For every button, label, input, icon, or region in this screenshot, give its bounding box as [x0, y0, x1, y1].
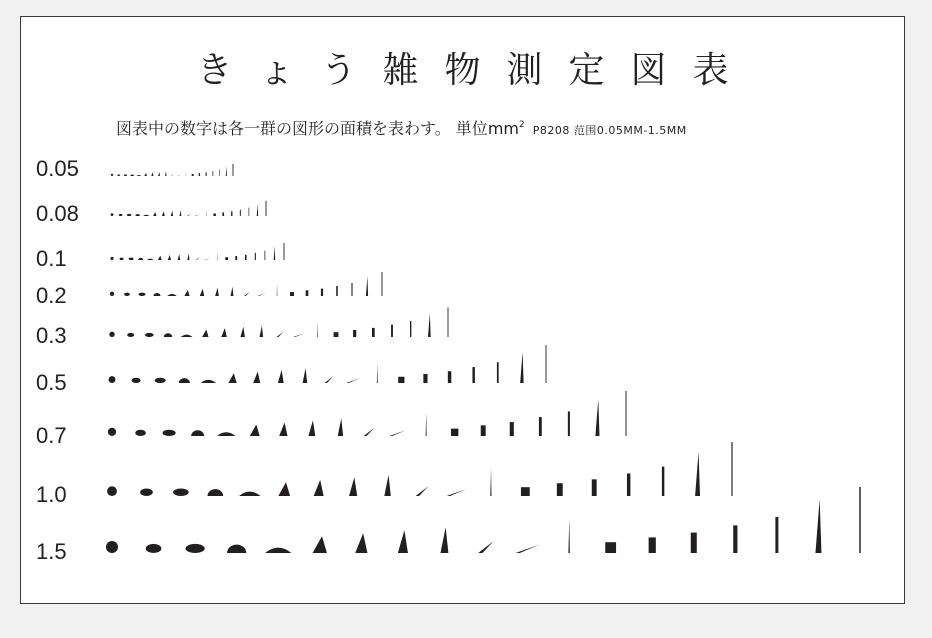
impurity-shape-rect: [557, 483, 563, 496]
impurity-shape-triangle: [377, 363, 378, 383]
impurity-shape-ellipse: [155, 378, 166, 383]
unit-text: mm: [487, 119, 519, 138]
impurity-shape-ellipse: [163, 430, 176, 436]
impurity-shape-segment: [136, 175, 141, 176]
impurity-shape-square: [192, 174, 194, 176]
shape-row: [111, 201, 267, 216]
impurity-shape-slanted-triangle: [277, 332, 284, 337]
impurity-shape-triangle: [426, 412, 427, 436]
shape-row: [110, 272, 383, 296]
impurity-shape-dot: [110, 292, 114, 296]
impurity-shape-triangle: [180, 210, 182, 216]
impurity-shape-square: [398, 377, 404, 383]
impurity-shape-triangle: [355, 533, 367, 553]
impurity-shape-dot: [111, 174, 113, 176]
impurity-shape-line: [859, 487, 860, 553]
chart-title: きょう雑物測定図表: [196, 50, 755, 91]
impurity-shape-triangle: [202, 329, 208, 337]
impurity-shape-segment: [147, 259, 154, 260]
row-label: 0.3: [36, 323, 67, 348]
impurity-shape-segment: [201, 380, 216, 383]
impurity-shape-ellipse: [117, 174, 120, 176]
impurity-shape-rect: [481, 425, 486, 436]
impurity-shape-triangle: [231, 287, 234, 296]
impurity-shape-square: [334, 332, 339, 337]
impurity-shape-line: [284, 243, 285, 260]
impurity-shape-tall-rect: [212, 171, 213, 176]
impurity-shape-slanted-triangle: [196, 257, 200, 260]
impurity-shape-half-ellipse: [227, 545, 246, 553]
impurity-shape-rect: [235, 256, 237, 260]
impurity-shape-slanted-triangle: [293, 333, 304, 337]
impurity-shape-tall-triangle: [595, 399, 599, 436]
impurity-shape-segment: [265, 548, 291, 553]
impurity-shape-triangle: [144, 173, 147, 176]
impurity-shape-rect: [306, 290, 309, 296]
impurity-shape-dot: [107, 486, 117, 496]
impurity-shape-ellipse: [173, 489, 189, 496]
impurity-shape-rect: [321, 289, 323, 296]
impurity-shape-triangle: [171, 211, 173, 216]
impurity-shape-tall-triangle: [815, 499, 821, 553]
row-label: 1.0: [36, 482, 67, 507]
impurity-shape-triangle: [200, 289, 204, 296]
impurity-shape-ellipse: [145, 333, 154, 337]
impurity-shape-triangle: [490, 468, 491, 496]
impurity-shape-segment: [239, 492, 261, 496]
impurity-shape-triangle: [158, 256, 162, 260]
impurity-shape-triangle: [278, 482, 290, 496]
shape-row: [109, 307, 448, 337]
impurity-shape-triangle: [313, 536, 327, 553]
impurity-shape-tall-rect: [336, 286, 338, 296]
shape-row: [107, 442, 732, 496]
impurity-shape-tall-triangle: [366, 276, 368, 296]
impurity-shape-segment: [181, 335, 193, 337]
impurity-shape-line: [546, 345, 547, 383]
impurity-shape-triangle: [165, 171, 166, 176]
impurity-shape-triangle: [440, 527, 448, 553]
impurity-shape-slanted-triangle: [324, 376, 333, 383]
impurity-shape-rect: [231, 211, 232, 216]
impurity-shape-tall-triangle: [257, 204, 258, 216]
impurity-shape-half-ellipse: [179, 378, 190, 383]
impurity-shape-tall-rect: [472, 367, 474, 383]
impurity-shape-triangle: [168, 255, 171, 260]
impurity-shape-ellipse: [127, 214, 131, 216]
impurity-shape-rect: [353, 330, 356, 337]
impurity-shape-ellipse: [146, 544, 162, 553]
impurity-shape-tall-triangle: [226, 166, 227, 176]
impurity-shape-rect: [199, 173, 200, 176]
impurity-shape-triangle: [253, 372, 260, 383]
impurity-shape-tall-rect: [410, 321, 411, 337]
impurity-shape-tall-rect: [627, 473, 630, 496]
impurity-shape-slanted-triangle: [195, 214, 201, 216]
product-code: P8208 范围0.05MM-1.5MM: [532, 124, 687, 137]
impurity-shape-ellipse: [140, 489, 153, 496]
impurity-shape-rect: [222, 212, 224, 216]
impurity-shape-square: [605, 542, 616, 553]
impurity-shape-square: [451, 429, 458, 436]
impurity-shape-triangle: [260, 325, 264, 337]
impurity-shape-ellipse: [135, 430, 146, 436]
impurity-shape-square: [225, 257, 228, 260]
impurity-shape-dot: [110, 257, 113, 260]
impurity-shape-triangle: [221, 328, 226, 337]
impurity-shape-slanted-triangle: [389, 430, 405, 436]
shape-row: [109, 345, 547, 383]
impurity-shape-triangle: [184, 290, 189, 296]
impurity-shape-half-ellipse: [191, 430, 204, 436]
impurity-shape-tall-rect: [497, 362, 499, 383]
shape-row: [111, 164, 234, 176]
row-label: 0.1: [36, 246, 67, 271]
impurity-shape-tall-rect: [255, 253, 256, 260]
impurity-shape-triangle: [308, 420, 315, 436]
impurity-shape-rect: [423, 374, 427, 383]
impurity-shape-slanted-triangle: [244, 292, 250, 296]
impurity-shape-tall-rect: [733, 525, 737, 553]
impurity-shape-dot: [106, 541, 118, 553]
subtitle-text: 図表中の数字は各一群の図形の面積を表わす。 単位: [116, 119, 488, 138]
impurity-shape-tall-triangle: [520, 352, 523, 383]
row-label: 1.5: [36, 539, 67, 564]
impurity-shape-triangle: [317, 321, 318, 337]
impurity-shape-triangle: [187, 253, 189, 260]
impurity-shape-slanted-triangle: [478, 541, 494, 553]
impurity-shape-line: [266, 201, 267, 216]
shape-row: [110, 243, 284, 260]
impurity-shape-tall-rect: [539, 417, 542, 436]
impurity-shape-ellipse: [138, 293, 145, 296]
impurity-shape-slanted-triangle: [364, 428, 375, 436]
impurity-shape-ellipse: [129, 258, 134, 260]
impurity-shape-ellipse: [186, 544, 205, 553]
shape-row: [108, 391, 627, 436]
impurity-shape-rect: [592, 479, 597, 496]
impurity-shape-ellipse: [119, 214, 123, 216]
impurity-shape-tall-triangle: [428, 313, 431, 337]
impurity-shape-rect: [206, 172, 207, 176]
unit-exponent: 2: [518, 120, 525, 130]
impurity-shape-half-ellipse: [153, 293, 160, 296]
impurity-shape-triangle: [278, 370, 284, 383]
impurity-shape-line: [382, 272, 383, 296]
impurity-shape-half-ellipse: [138, 258, 143, 260]
impurity-shape-triangle: [240, 327, 245, 337]
impurity-shape-tall-triangle: [274, 246, 276, 260]
impurity-shape-slanted-triangle: [416, 486, 429, 496]
row-label: 0.05: [36, 156, 79, 181]
impurity-shape-segment: [217, 432, 235, 436]
impurity-shape-ellipse: [124, 293, 130, 296]
impurity-shape-dot: [109, 332, 114, 337]
impurity-shape-triangle: [279, 422, 287, 436]
impurity-shape-ellipse: [120, 258, 124, 260]
impurity-shape-slanted-triangle: [204, 258, 210, 260]
impurity-shape-ellipse: [124, 174, 128, 176]
impurity-shape-triangle: [277, 283, 278, 296]
impurity-shape-triangle: [228, 373, 236, 383]
impurity-shape-triangle: [349, 477, 357, 496]
impurity-shape-tall-rect: [219, 169, 220, 176]
impurity-shape-slanted-triangle: [171, 174, 174, 176]
impurity-shape-triangle: [151, 172, 153, 176]
impurity-shape-rect: [245, 255, 247, 260]
impurity-shape-slanted-triangle: [346, 378, 360, 383]
impurity-shape-segment: [167, 294, 177, 296]
impurity-shape-triangle: [568, 518, 569, 553]
impurity-shape-rect: [510, 422, 514, 436]
impurity-shape-half-ellipse: [164, 333, 173, 337]
impurity-shape-slanted-triangle: [447, 489, 467, 496]
impurity-shape-segment: [143, 215, 149, 216]
row-label: 0.5: [36, 370, 67, 395]
impurity-shape-tall-triangle: [695, 452, 700, 496]
impurity-shape-triangle: [153, 212, 156, 216]
impurity-shape-rect: [372, 328, 375, 337]
impurity-shape-slanted-triangle: [258, 293, 267, 296]
impurity-shape-tall-rect: [568, 411, 570, 436]
impurity-shape-tall-rect: [662, 467, 664, 496]
impurity-shape-triangle: [158, 172, 160, 176]
impurity-shape-half-ellipse: [130, 174, 134, 176]
impurity-shape-half-ellipse: [135, 214, 139, 216]
impurity-shape-triangle: [384, 475, 390, 496]
impurity-shape-tall-rect: [391, 325, 393, 337]
impurity-shape-line: [233, 164, 234, 176]
impurity-shape-triangle: [178, 254, 181, 260]
impurity-shape-tall-rect: [351, 283, 352, 296]
impurity-shape-tall-rect: [775, 517, 778, 553]
impurity-shape-tall-rect: [249, 208, 250, 216]
row-label: 0.7: [36, 423, 67, 448]
impurity-shape-triangle: [338, 418, 343, 436]
impurity-shape-rect: [691, 533, 697, 553]
impurity-shape-triangle: [314, 480, 324, 496]
impurity-shape-triangle: [303, 368, 308, 383]
impurity-shape-tall-rect: [240, 210, 241, 216]
row-label: 0.08: [36, 201, 79, 226]
impurity-shape-rect: [649, 537, 656, 553]
impurity-shape-triangle: [215, 288, 219, 296]
impurity-shape-ellipse: [127, 333, 134, 337]
shape-row: [106, 487, 861, 553]
impurity-shape-line: [626, 391, 627, 436]
row-label: 0.2: [36, 283, 67, 308]
impurity-shape-dot: [111, 213, 114, 216]
impurity-shape-rect: [448, 371, 451, 383]
impurity-shape-ellipse: [132, 378, 141, 383]
impurity-shape-slanted-triangle: [516, 545, 540, 553]
impurity-shape-line: [448, 307, 449, 337]
impurity-shape-dot: [108, 428, 116, 436]
impurity-shape-slanted-triangle: [177, 174, 181, 176]
impurity-shape-square: [521, 487, 530, 496]
impurity-shape-tall-rect: [265, 251, 266, 260]
impurity-shape-dot: [109, 376, 116, 383]
impurity-shape-triangle: [250, 425, 260, 436]
impurity-shape-triangle: [398, 530, 408, 553]
impurity-shape-half-ellipse: [207, 489, 223, 496]
impurity-shape-triangle: [162, 211, 165, 216]
impurity-shape-square: [213, 214, 215, 216]
impurity-shape-square: [290, 292, 294, 296]
impurity-shape-slanted-triangle: [187, 213, 191, 216]
impurity-shape-line: [731, 442, 732, 496]
